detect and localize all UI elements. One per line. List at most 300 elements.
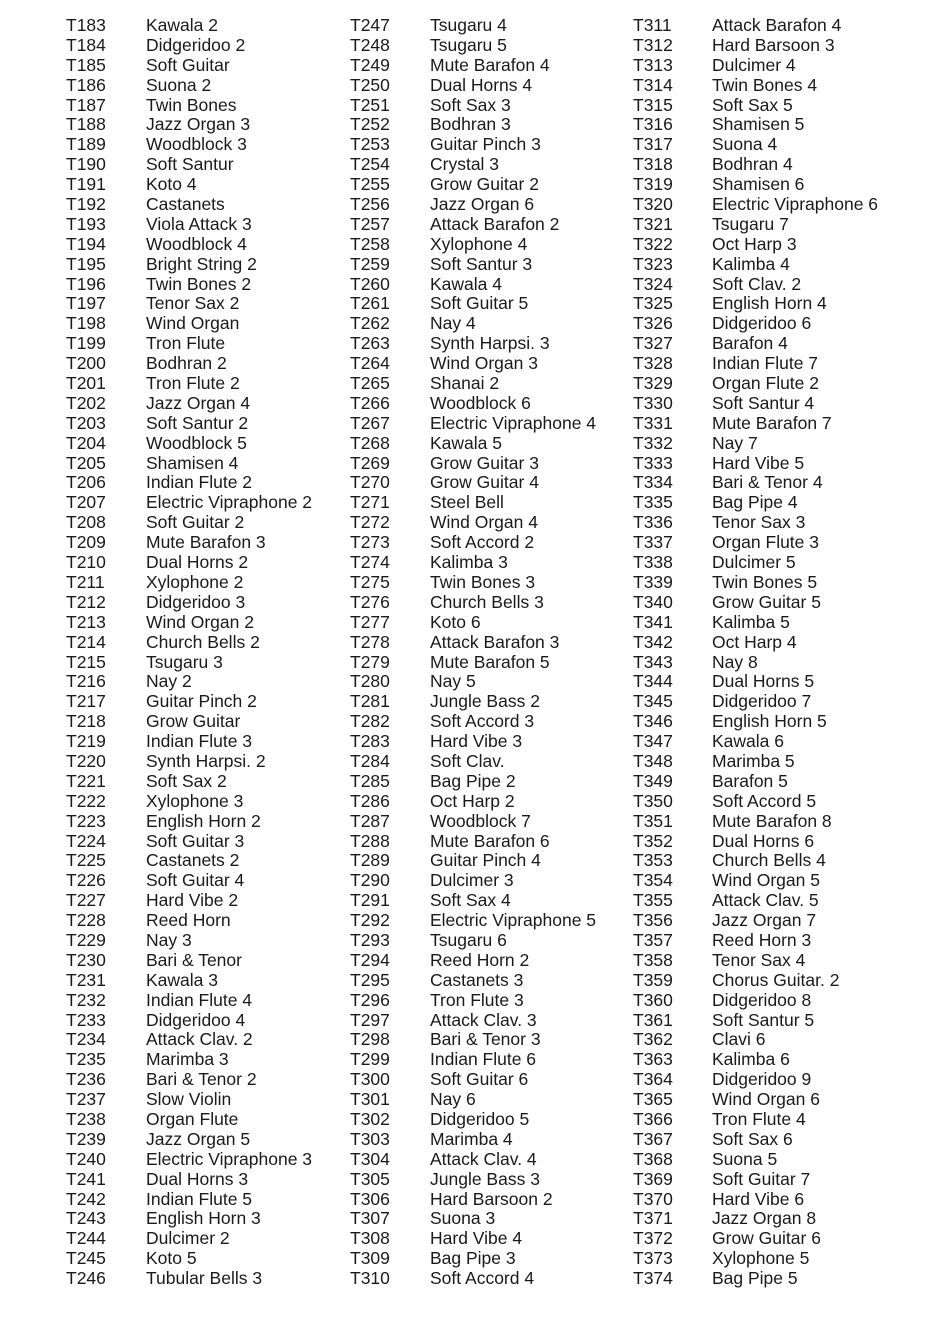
tone-entry: [633, 255, 878, 275]
tone-number: T242: [66, 1188, 106, 1209]
tone-number: T342: [633, 631, 673, 652]
tone-number: T314: [633, 74, 673, 95]
tone-entry: [633, 1209, 878, 1229]
tone-entry: [66, 374, 312, 394]
tone-entry: [633, 971, 878, 991]
tone-number: T270: [350, 472, 390, 493]
tone-number: T356: [633, 910, 673, 931]
tone-name: Hard Barsoon 3: [712, 34, 835, 55]
tone-entry: [350, 931, 596, 951]
tone-number: T227: [66, 890, 106, 911]
tone-entry: [633, 334, 878, 354]
tone-entry: [66, 971, 312, 991]
tone-name: Didgeridoo 2: [146, 34, 246, 55]
tone-number: T248: [350, 34, 390, 55]
tone-entry: [633, 772, 878, 792]
tone-entry: [350, 792, 596, 812]
tone-name: Hard Vibe 5: [712, 452, 805, 473]
tone-name: Chorus Guitar. 2: [712, 969, 840, 990]
tone-number: T297: [350, 1009, 390, 1030]
tone-number: T354: [633, 870, 673, 891]
tone-number: T219: [66, 731, 106, 752]
tone-name: Hard Vibe 3: [430, 731, 523, 752]
tone-entry: [633, 155, 878, 175]
tone-number: T360: [633, 989, 673, 1010]
tone-number: T312: [633, 34, 673, 55]
tone-name: Tsugaru 6: [430, 929, 507, 950]
tone-number: T253: [350, 134, 390, 155]
tone-number: T264: [350, 353, 390, 374]
tone-entry: [350, 56, 596, 76]
tone-entry: [66, 1209, 312, 1229]
tone-name: Grow Guitar 6: [712, 1228, 821, 1249]
tone-number: T202: [66, 392, 106, 413]
tone-number: T223: [66, 810, 106, 831]
tone-name: Mute Barafon 4: [430, 54, 550, 75]
tone-number: T363: [633, 1049, 673, 1070]
tone-entry: [633, 891, 878, 911]
tone-entry: [350, 633, 596, 653]
tone-name: Tenor Sax 4: [712, 949, 806, 970]
tone-entry: [633, 732, 878, 752]
tone-number: T362: [633, 1029, 673, 1050]
tone-name: Bag Pipe 2: [430, 770, 516, 791]
tone-number: T213: [66, 611, 106, 632]
tone-number: T343: [633, 651, 673, 672]
tone-name: Bodhran 4: [712, 154, 793, 175]
tone-name: Viola Attack 3: [146, 213, 252, 234]
tone-name: Kawala 6: [712, 731, 784, 752]
tone-entry: [350, 712, 596, 732]
tone-entry: [350, 1249, 596, 1269]
tone-name: Tron Flute 3: [430, 989, 524, 1010]
tone-number: T244: [66, 1228, 106, 1249]
tone-number: T207: [66, 492, 106, 513]
tone-number: T216: [66, 671, 106, 692]
tone-number: T212: [66, 591, 106, 612]
tone-name: Tenor Sax 2: [146, 293, 240, 314]
tone-name: Wind Organ 3: [430, 353, 538, 374]
tone-number: T205: [66, 452, 106, 473]
tone-name: Wind Organ: [146, 313, 240, 334]
tone-entry: [350, 871, 596, 891]
tone-name: Soft Guitar 2: [146, 512, 245, 533]
tone-entry: [66, 135, 312, 155]
tone-number: T286: [350, 790, 390, 811]
tone-number: T355: [633, 890, 673, 911]
tone-name: Dulcimer 3: [430, 870, 514, 891]
tone-name: Tsugaru 4: [430, 15, 507, 35]
tone-list-column-2: [350, 16, 596, 1289]
tone-entry: [66, 732, 312, 752]
tone-entry: [350, 533, 596, 553]
tone-name: Soft Sax 5: [712, 94, 793, 115]
tone-number: T346: [633, 711, 673, 732]
tone-name: Shamisen 4: [146, 452, 239, 473]
tone-number: T252: [350, 114, 390, 135]
tone-name: Dual Horns 6: [712, 830, 815, 851]
tone-entry: [633, 1011, 878, 1031]
tone-name: Attack Clav. 3: [430, 1009, 537, 1030]
tone-entry: [633, 851, 878, 871]
tone-entry: [66, 832, 312, 852]
tone-number: T236: [66, 1069, 106, 1090]
tone-entry: [350, 493, 596, 513]
tone-entry: [350, 215, 596, 235]
tone-entry: [350, 951, 596, 971]
tone-number: T345: [633, 691, 673, 712]
tone-entry: [633, 911, 878, 931]
tone-name: Suona 2: [146, 74, 212, 95]
tone-entry: [66, 991, 312, 1011]
tone-number: T241: [66, 1168, 106, 1189]
tone-number: T306: [350, 1188, 390, 1209]
tone-name: Bodhran 3: [430, 114, 511, 135]
tone-number: T349: [633, 770, 673, 791]
tone-number: T200: [66, 353, 106, 374]
tone-entry: [350, 334, 596, 354]
tone-name: Wind Organ 5: [712, 870, 820, 891]
tone-entry: [350, 573, 596, 593]
tone-number: T262: [350, 313, 390, 334]
tone-name: Soft Guitar 4: [146, 870, 245, 891]
tone-entry: [633, 314, 878, 334]
tone-entry: [350, 971, 596, 991]
tone-entry: [350, 653, 596, 673]
tone-name: Twin Bones 4: [712, 74, 818, 95]
tone-name: Soft Clav.: [430, 750, 505, 771]
tone-entry: [350, 613, 596, 633]
tone-name: Indian Flute 7: [712, 353, 819, 374]
tone-number: T307: [350, 1208, 390, 1229]
tone-entry: [66, 76, 312, 96]
tone-entry: [350, 692, 596, 712]
tone-entry: [633, 394, 878, 414]
tone-number: T259: [350, 253, 390, 274]
tone-entry: [350, 1209, 596, 1229]
tone-name: Attack Clav. 4: [430, 1148, 537, 1169]
tone-entry: [633, 991, 878, 1011]
tone-number: T365: [633, 1089, 673, 1110]
tone-entry: [633, 175, 878, 195]
tone-number: T209: [66, 532, 106, 553]
tone-name: Koto 6: [430, 611, 481, 632]
tone-number: T215: [66, 651, 106, 672]
tone-name: Didgeridoo 7: [712, 691, 812, 712]
tone-name: Nay 4: [430, 313, 476, 334]
tone-number: T261: [350, 293, 390, 314]
tone-entry: [350, 1070, 596, 1090]
tone-entry: [633, 36, 878, 56]
tone-number: T203: [66, 412, 106, 433]
tone-entry: [66, 1150, 312, 1170]
tone-number: T274: [350, 552, 390, 573]
tone-number: T339: [633, 571, 673, 592]
tone-number: T374: [633, 1268, 673, 1289]
tone-number: T329: [633, 373, 673, 394]
tone-number: T189: [66, 134, 106, 155]
tone-entry: [66, 36, 312, 56]
tone-entry: [66, 16, 312, 36]
tone-name: Tron Flute 4: [712, 1108, 806, 1129]
tone-name: Synth Harpsi. 3: [430, 333, 550, 354]
tone-number: T268: [350, 432, 390, 453]
tone-number: T276: [350, 591, 390, 612]
tone-entry: [350, 394, 596, 414]
tone-number: T195: [66, 253, 106, 274]
tone-name: Xylophone 4: [430, 233, 528, 254]
tone-entry: [66, 533, 312, 553]
tone-entry: [66, 275, 312, 295]
tone-name: Woodblock 7: [430, 810, 531, 831]
tone-number: T258: [350, 233, 390, 254]
tone-entry: [66, 812, 312, 832]
tone-entry: [350, 1130, 596, 1150]
tone-entry: [66, 235, 312, 255]
tone-name: Bari & Tenor 2: [146, 1069, 257, 1090]
tone-name: Barafon 4: [712, 333, 788, 354]
tone-entry: [350, 235, 596, 255]
tone-number: T260: [350, 273, 390, 294]
tone-number: T208: [66, 512, 106, 533]
tone-entry: [350, 593, 596, 613]
tone-number: T190: [66, 154, 106, 175]
tone-entry: [633, 235, 878, 255]
tone-entry: [66, 394, 312, 414]
tone-entry: [66, 891, 312, 911]
tone-number: T191: [66, 174, 106, 195]
tone-number: T224: [66, 830, 106, 851]
tone-name: Synth Harpsi. 2: [146, 750, 266, 771]
tone-entry: [633, 951, 878, 971]
tone-number: T185: [66, 54, 106, 75]
tone-number: T361: [633, 1009, 673, 1030]
tone-entry: [66, 593, 312, 613]
tone-entry: [66, 96, 312, 116]
tone-name: Xylophone 2: [146, 571, 244, 592]
tone-entry: [350, 96, 596, 116]
tone-name: Bari & Tenor 3: [430, 1029, 541, 1050]
tone-list-column-3: [633, 16, 878, 1289]
tone-name: Church Bells 4: [712, 850, 826, 871]
tone-entry: [633, 1269, 878, 1289]
tone-name: Electric Vipraphone 3: [146, 1148, 313, 1169]
tone-entry: [350, 294, 596, 314]
tone-number: T318: [633, 154, 673, 175]
tone-entry: [633, 1170, 878, 1190]
tone-number: T350: [633, 790, 673, 811]
tone-number: T332: [633, 432, 673, 453]
tone-number: T222: [66, 790, 106, 811]
tone-name: Soft Clav. 2: [712, 273, 802, 294]
tone-number: T313: [633, 54, 673, 75]
tone-name: Hard Vibe 2: [146, 890, 239, 911]
tone-number: T238: [66, 1108, 106, 1129]
tone-number: T269: [350, 452, 390, 473]
tone-entry: [66, 553, 312, 573]
tone-name: Reed Horn 2: [430, 949, 530, 970]
tone-number: T249: [350, 54, 390, 75]
tone-name: Didgeridoo 4: [146, 1009, 246, 1030]
tone-name: Didgeridoo 9: [712, 1069, 812, 1090]
tone-entry: [350, 414, 596, 434]
tone-name: Nay 7: [712, 432, 758, 453]
tone-entry: [350, 115, 596, 135]
tone-number: T352: [633, 830, 673, 851]
tone-number: T372: [633, 1228, 673, 1249]
tone-name: Nay 6: [430, 1089, 476, 1110]
tone-entry: [350, 672, 596, 692]
tone-entry: [350, 1090, 596, 1110]
tone-number: T340: [633, 591, 673, 612]
tone-number: T298: [350, 1029, 390, 1050]
tone-name: Grow Guitar 2: [430, 174, 539, 195]
tone-number: T217: [66, 691, 106, 712]
tone-name: Dulcimer 4: [712, 54, 796, 75]
tone-name: Shamisen 6: [712, 174, 805, 195]
tone-number: T310: [350, 1268, 390, 1289]
tone-entry: [633, 1249, 878, 1269]
tone-name: Woodblock 6: [430, 392, 531, 413]
tone-number: T284: [350, 750, 390, 771]
tone-name: Grow Guitar 4: [430, 472, 539, 493]
tone-number: T186: [66, 74, 106, 95]
tone-name: Soft Sax 4: [430, 890, 511, 911]
tone-number: T325: [633, 293, 673, 314]
tone-name: Kawala 3: [146, 969, 218, 990]
tone-name: Suona 3: [430, 1208, 496, 1229]
tone-entry: [66, 633, 312, 653]
tone-entry: [66, 672, 312, 692]
tone-name: Indian Flute 4: [146, 989, 253, 1010]
tone-name: Soft Sax 6: [712, 1128, 793, 1149]
tone-entry: [633, 56, 878, 76]
tone-name: Indian Flute 6: [430, 1049, 537, 1070]
tone-name: Kalimba 3: [430, 552, 508, 573]
tone-entry: [66, 314, 312, 334]
tone-number: T348: [633, 750, 673, 771]
tone-number: T187: [66, 94, 106, 115]
tone-entry: [350, 891, 596, 911]
tone-number: T188: [66, 114, 106, 135]
tone-number: T344: [633, 671, 673, 692]
tone-number: T277: [350, 611, 390, 632]
tone-entry: [66, 792, 312, 812]
tone-entry: [633, 294, 878, 314]
tone-entry: [66, 454, 312, 474]
tone-number: T194: [66, 233, 106, 254]
tone-name: Soft Santur 4: [712, 392, 815, 413]
tone-name: Jazz Organ 5: [146, 1128, 251, 1149]
tone-name: Guitar Pinch 2: [146, 691, 257, 712]
tone-entry: [633, 792, 878, 812]
tone-number: T292: [350, 910, 390, 931]
tone-entry: [633, 692, 878, 712]
tone-name: Jazz Organ 7: [712, 910, 817, 931]
tone-number: T280: [350, 671, 390, 692]
tone-number: T211: [66, 571, 105, 592]
tone-number: T290: [350, 870, 390, 891]
tone-name: Attack Barafon 4: [712, 15, 842, 35]
tone-name: Reed Horn 3: [712, 929, 812, 950]
tone-name: Nay 2: [146, 671, 192, 692]
tone-entry: [66, 752, 312, 772]
tone-entry: [66, 493, 312, 513]
tone-entry: [350, 374, 596, 394]
tone-entry: [633, 752, 878, 772]
tone-name: Church Bells 3: [430, 591, 544, 612]
tone-name: Kawala 5: [430, 432, 502, 453]
tone-number: T303: [350, 1128, 390, 1149]
tone-name: Jazz Organ 6: [430, 194, 535, 215]
tone-number: T359: [633, 969, 673, 990]
tone-name: Twin Bones: [146, 94, 237, 115]
tone-number: T229: [66, 929, 106, 950]
tone-entry: [633, 16, 878, 36]
tone-name: Reed Horn: [146, 910, 231, 931]
tone-entry: [350, 135, 596, 155]
tone-entry: [633, 1130, 878, 1150]
tone-name: Castanets 2: [146, 850, 240, 871]
tone-number: T237: [66, 1089, 106, 1110]
tone-name: Wind Organ 6: [712, 1089, 820, 1110]
tone-name: Attack Clav. 2: [146, 1029, 253, 1050]
tone-entry: [350, 513, 596, 533]
tone-name: Soft Guitar: [146, 54, 230, 75]
tone-name: Soft Accord 2: [430, 532, 535, 553]
tone-name: Twin Bones 2: [146, 273, 252, 294]
tone-number: T228: [66, 910, 106, 931]
tone-name: Didgeridoo 6: [712, 313, 812, 334]
tone-number: T251: [350, 94, 390, 115]
tone-entry: [633, 215, 878, 235]
tone-name: Mute Barafon 5: [430, 651, 550, 672]
tone-list-column-1: [66, 16, 312, 1289]
tone-name: Shanai 2: [430, 373, 500, 394]
tone-name: Tubular Bells 3: [146, 1268, 263, 1289]
tone-number: T240: [66, 1148, 106, 1169]
tone-name: Xylophone 3: [146, 790, 244, 811]
tone-number: T232: [66, 989, 106, 1010]
tone-entry: [633, 135, 878, 155]
tone-entry: [66, 255, 312, 275]
tone-name: Dual Horns 4: [430, 74, 533, 95]
tone-name: Dulcimer 5: [712, 552, 796, 573]
tone-entry: [633, 931, 878, 951]
tone-entry: [350, 155, 596, 175]
tone-number: T273: [350, 532, 390, 553]
tone-name: Koto 5: [146, 1248, 197, 1269]
tone-number: T225: [66, 850, 106, 871]
tone-entry: [66, 871, 312, 891]
tone-number: T295: [350, 969, 390, 990]
tone-name: Guitar Pinch 3: [430, 134, 541, 155]
tone-number: T326: [633, 313, 673, 334]
tone-entry: [633, 434, 878, 454]
tone-number: T289: [350, 850, 390, 871]
tone-number: T226: [66, 870, 106, 891]
tone-name: Tsugaru 5: [430, 34, 507, 55]
tone-number: T271: [350, 492, 390, 513]
tone-number: T311: [633, 15, 672, 35]
tone-number: T302: [350, 1108, 390, 1129]
tone-entry: [66, 473, 312, 493]
tone-number: T220: [66, 750, 106, 771]
tone-entry: [633, 533, 878, 553]
tone-number: T231: [66, 969, 106, 990]
tone-name: Woodblock 3: [146, 134, 247, 155]
tone-number: T198: [66, 313, 106, 334]
